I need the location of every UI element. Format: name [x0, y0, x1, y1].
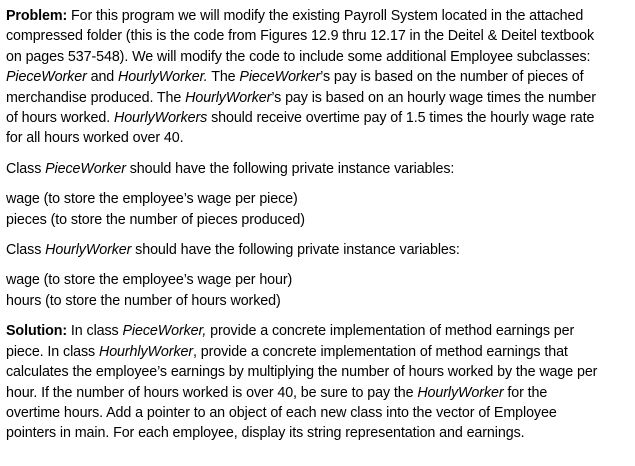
- text-line: [6, 210, 630, 230]
- solution-paragraph: [6, 321, 630, 443]
- text-run: hours (to store the number of hours worked): [6, 292, 281, 309]
- text-line: [6, 67, 630, 87]
- text-line: [6, 362, 630, 382]
- text-run: ’s pay is based on an hourly wage times the number: [271, 89, 596, 106]
- problem-paragraph: [6, 6, 630, 149]
- text-line: [6, 383, 630, 403]
- text-line: [6, 6, 630, 26]
- text-run: overtime hours. Add a pointer to an object of each new class into the vector of Employee: [6, 404, 557, 421]
- text-run: Class: [6, 242, 46, 259]
- text-run: wage (to store the employee’s wage per piece): [6, 191, 298, 208]
- italic-term: HourlyWorker: [185, 89, 272, 106]
- italic-term: PieceWorker,: [122, 323, 207, 340]
- text-run: compressed folder (this is the code from Figures 12.9 thru 12.17 in the Deitel & Deitel textbook: [6, 28, 594, 45]
- text-run: ’s pay is based on the number of pieces of: [320, 69, 584, 86]
- text-line: [6, 26, 630, 46]
- text-run: hour. If the number of hours worked is over 40, be sure to pay the: [6, 384, 418, 401]
- italic-term: HourlyWorker: [45, 242, 132, 259]
- text-run: pieces (to store the number of pieces produced): [6, 211, 305, 228]
- hourly-worker-variables: [6, 270, 630, 311]
- text-run: provide a concrete implementation of method earnings per: [206, 323, 575, 340]
- text-run: pointers in main. For each employee, display its string representation and earnings.: [6, 425, 525, 442]
- text-line: [6, 342, 630, 362]
- text-line: [6, 240, 630, 260]
- text-run: for all hours worked over 40.: [6, 130, 184, 147]
- text-line: [6, 108, 630, 128]
- piece-worker-intro: [6, 159, 630, 179]
- text-run: and: [86, 69, 119, 86]
- text-run: of hours worked.: [6, 110, 114, 127]
- text-run: The: [207, 69, 240, 86]
- text-line: [6, 423, 630, 443]
- document-page: [6, 6, 630, 444]
- text-run: on pages 537-548). We will modify the code to include some additional Employee subclasses:: [6, 48, 591, 65]
- text-line: [6, 321, 630, 341]
- text-run: for the: [503, 384, 548, 401]
- text-line: [6, 47, 630, 67]
- text-line: [6, 270, 630, 290]
- text-run: Class: [6, 160, 46, 177]
- text-run: merchandise produced. The: [6, 89, 186, 106]
- text-line: [6, 159, 630, 179]
- text-run: , provide a concrete implementation of method earnings that: [193, 343, 568, 360]
- italic-term: PieceWorker: [239, 69, 321, 86]
- text-run: should receive overtime pay of 1.5 times the hourly wage rate: [207, 110, 595, 127]
- text-line: [6, 291, 630, 311]
- italic-term: HourlyWorker: [417, 384, 504, 401]
- text-run: piece. In class: [6, 343, 99, 360]
- bold-label: Solution:: [6, 323, 68, 340]
- italic-term: HourhlyWorker: [98, 343, 194, 360]
- text-line: [6, 403, 630, 423]
- italic-term: HourlyWorkers: [113, 110, 208, 127]
- italic-term: PieceWorker: [45, 160, 126, 177]
- italic-term: PieceWorker: [6, 69, 87, 86]
- text-run: For this program we will modify the existing Payroll System located in the attached: [67, 8, 584, 24]
- text-run: should have the following private instance variables:: [125, 160, 455, 177]
- text-line: [6, 128, 630, 148]
- text-run: calculates the employee’s earnings by multiplying the number of hours worked by the wage per: [6, 364, 598, 381]
- text-run: wage (to store the employee’s wage per hour): [6, 272, 293, 289]
- text-run: should have the following private instance variables:: [131, 242, 460, 259]
- text-run: In class: [67, 323, 123, 340]
- text-line: [6, 88, 630, 108]
- piece-worker-variables: [6, 189, 630, 230]
- italic-term: HourlyWorker.: [118, 69, 208, 86]
- text-line: [6, 189, 630, 209]
- bold-label: Problem:: [6, 8, 68, 24]
- hourly-worker-intro: [6, 240, 630, 260]
